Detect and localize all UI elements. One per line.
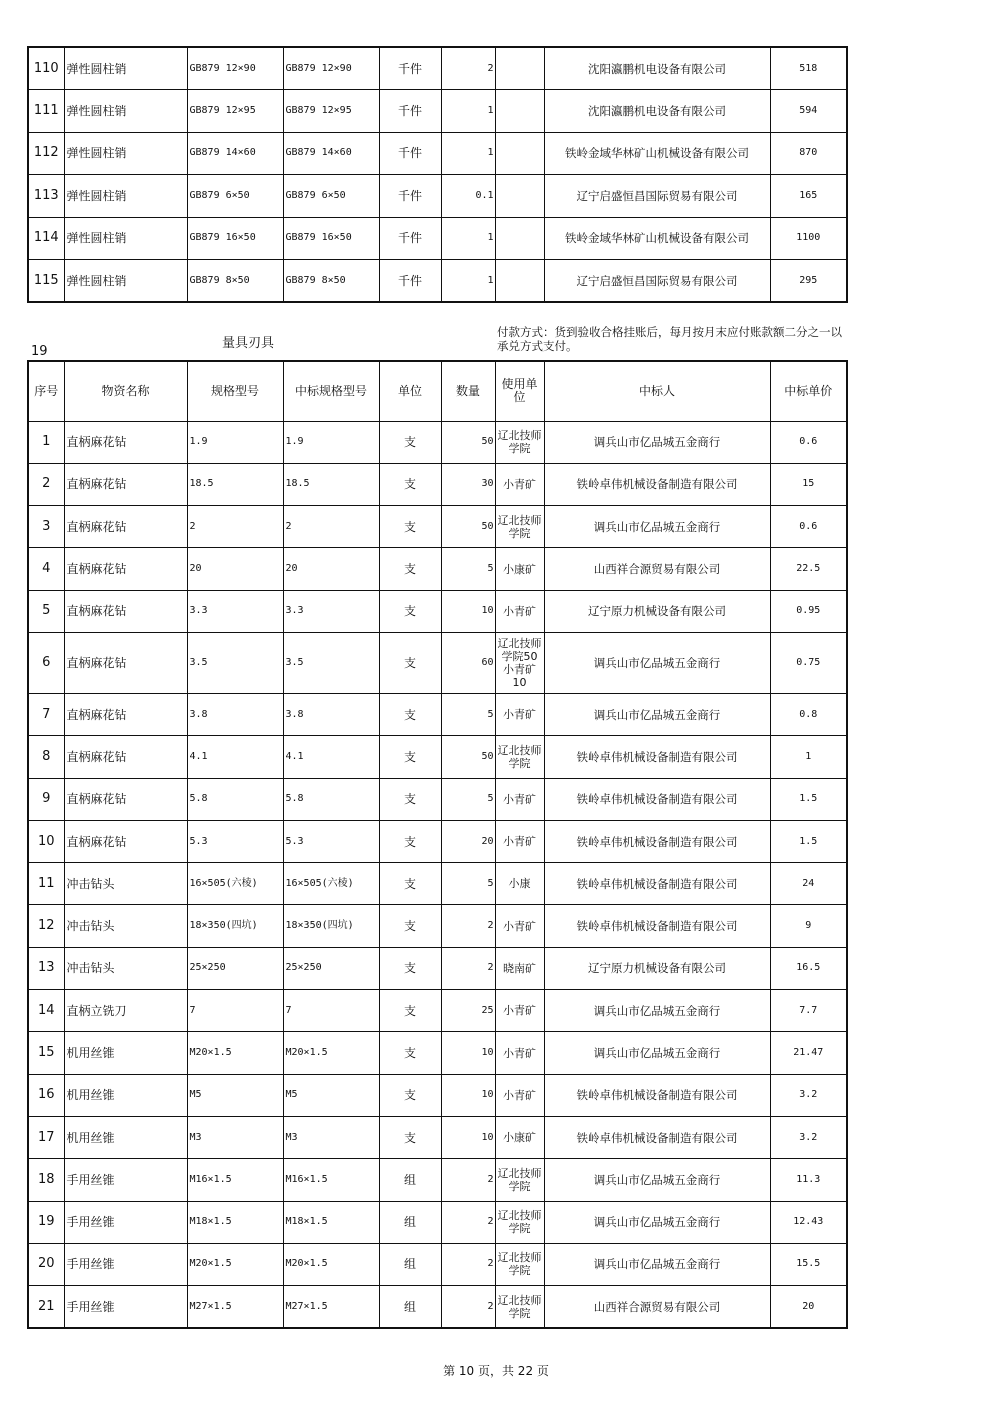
cell-winner: 铁岭卓伟机械设备制造有限公司 bbox=[544, 778, 770, 820]
cell-no: 16 bbox=[28, 1074, 64, 1116]
cell-bid-spec: GB879 8×50 bbox=[283, 260, 379, 303]
cell-no: 13 bbox=[28, 947, 64, 989]
cell-user: 辽北技师学院 bbox=[495, 1201, 544, 1243]
table-row bbox=[28, 1243, 847, 1285]
cell-price: 15 bbox=[770, 463, 847, 505]
page-number-footer: 第 10 页，共 22 页 bbox=[443, 1364, 549, 1378]
cell-winner: 山西祥合源贸易有限公司 bbox=[544, 548, 770, 590]
cell-qty: 5 bbox=[441, 548, 495, 590]
cell-name: 弹性圆柱销 bbox=[64, 90, 187, 133]
cell-no: 12 bbox=[28, 905, 64, 947]
cell-winner: 铁岭卓伟机械设备制造有限公司 bbox=[544, 736, 770, 778]
cell-name: 冲击钻头 bbox=[64, 905, 187, 947]
cell-unit: 支 bbox=[379, 820, 441, 862]
cell-user bbox=[495, 132, 544, 175]
cell-unit: 千件 bbox=[379, 47, 441, 90]
cell-user: 辽北技师学院 bbox=[495, 1243, 544, 1285]
cell-unit: 支 bbox=[379, 463, 441, 505]
cell-spec: 3.5 bbox=[187, 632, 283, 693]
cell-name: 弹性圆柱销 bbox=[64, 260, 187, 303]
cell-spec: M20×1.5 bbox=[187, 1243, 283, 1285]
cell-bid-spec: 5.8 bbox=[283, 778, 379, 820]
cell-bid-spec: 16×505(六棱) bbox=[283, 863, 379, 905]
cell-winner: 调兵山市亿品城五金商行 bbox=[544, 506, 770, 548]
tools-table-body bbox=[28, 421, 847, 1328]
cell-user: 小青矿 bbox=[495, 1074, 544, 1116]
cell-no: 11 bbox=[28, 863, 64, 905]
table-row bbox=[28, 90, 847, 133]
table-row bbox=[28, 905, 847, 947]
cell-qty: 10 bbox=[441, 1074, 495, 1116]
cell-bid-spec: M27×1.5 bbox=[283, 1286, 379, 1328]
cell-name: 冲击钻头 bbox=[64, 947, 187, 989]
table-row bbox=[28, 590, 847, 632]
cell-user: 小青矿 bbox=[495, 693, 544, 735]
cell-unit: 千件 bbox=[379, 260, 441, 303]
cell-unit: 千件 bbox=[379, 132, 441, 175]
cell-user: 辽北技师学院50小青矿10 bbox=[495, 632, 544, 693]
cell-spec: M5 bbox=[187, 1074, 283, 1116]
cell-qty: 25 bbox=[441, 990, 495, 1032]
cell-price: 1 bbox=[770, 736, 847, 778]
cell-winner: 辽宁原力机械设备有限公司 bbox=[544, 590, 770, 632]
table-row bbox=[28, 1032, 847, 1074]
cell-unit: 支 bbox=[379, 506, 441, 548]
cell-user: 小青矿 bbox=[495, 990, 544, 1032]
payment-terms-note: 付款方式：货到验收合格挂账后，每月按月末应付账款额二分之一以承兑方式支付。 bbox=[497, 325, 842, 353]
cell-no: 20 bbox=[28, 1243, 64, 1285]
table-row bbox=[28, 778, 847, 820]
cell-qty: 2 bbox=[441, 905, 495, 947]
cell-spec: 25×250 bbox=[187, 947, 283, 989]
cell-qty: 5 bbox=[441, 863, 495, 905]
header-price: 中标单价 bbox=[770, 361, 847, 421]
cell-price: 1.5 bbox=[770, 778, 847, 820]
cell-winner: 铁岭卓伟机械设备制造有限公司 bbox=[544, 863, 770, 905]
cell-no: 9 bbox=[28, 778, 64, 820]
cell-bid-spec: 4.1 bbox=[283, 736, 379, 778]
cell-price: 11.3 bbox=[770, 1159, 847, 1201]
cell-price: 12.43 bbox=[770, 1201, 847, 1243]
cell-no: 112 bbox=[28, 132, 64, 175]
cell-spec: M20×1.5 bbox=[187, 1032, 283, 1074]
cell-winner: 辽宁原力机械设备有限公司 bbox=[544, 947, 770, 989]
cell-winner: 调兵山市亿品城五金商行 bbox=[544, 1032, 770, 1074]
cell-no: 5 bbox=[28, 590, 64, 632]
cell-qty: 50 bbox=[441, 421, 495, 463]
tools-table bbox=[27, 360, 848, 1329]
cell-spec: 2 bbox=[187, 506, 283, 548]
cell-unit: 支 bbox=[379, 1074, 441, 1116]
cell-spec: 1.9 bbox=[187, 421, 283, 463]
header-winner: 中标人 bbox=[544, 361, 770, 421]
cell-spec: GB879 12×95 bbox=[187, 90, 283, 133]
table-header-row bbox=[28, 361, 847, 421]
cell-price: 0.95 bbox=[770, 590, 847, 632]
cell-spec: 5.8 bbox=[187, 778, 283, 820]
cell-winner: 调兵山市亿品城五金商行 bbox=[544, 632, 770, 693]
cell-unit: 支 bbox=[379, 1116, 441, 1158]
cell-spec: M27×1.5 bbox=[187, 1286, 283, 1328]
cell-bid-spec: M16×1.5 bbox=[283, 1159, 379, 1201]
cell-price: 15.5 bbox=[770, 1243, 847, 1285]
cell-unit: 支 bbox=[379, 1032, 441, 1074]
cell-spec: 18.5 bbox=[187, 463, 283, 505]
cell-user bbox=[495, 217, 544, 260]
cell-qty: 2 bbox=[441, 1243, 495, 1285]
table-row bbox=[28, 175, 847, 218]
cell-unit: 支 bbox=[379, 947, 441, 989]
top-items-table bbox=[27, 46, 848, 303]
cell-qty: 1 bbox=[441, 260, 495, 303]
cell-user: 辽北技师学院 bbox=[495, 1159, 544, 1201]
cell-spec: 3.8 bbox=[187, 693, 283, 735]
cell-bid-spec: M5 bbox=[283, 1074, 379, 1116]
table-row bbox=[28, 1201, 847, 1243]
cell-name: 弹性圆柱销 bbox=[64, 175, 187, 218]
table-row bbox=[28, 736, 847, 778]
cell-qty: 2 bbox=[441, 1159, 495, 1201]
cell-no: 6 bbox=[28, 632, 64, 693]
cell-unit: 组 bbox=[379, 1286, 441, 1328]
cell-unit: 支 bbox=[379, 778, 441, 820]
cell-name: 手用丝锥 bbox=[64, 1159, 187, 1201]
cell-price: 594 bbox=[770, 90, 847, 133]
cell-price: 20 bbox=[770, 1286, 847, 1328]
cell-name: 直柄麻花钻 bbox=[64, 736, 187, 778]
cell-qty: 30 bbox=[441, 463, 495, 505]
cell-no: 2 bbox=[28, 463, 64, 505]
cell-name: 直柄麻花钻 bbox=[64, 693, 187, 735]
cell-bid-spec: M3 bbox=[283, 1116, 379, 1158]
cell-winner: 调兵山市亿品城五金商行 bbox=[544, 693, 770, 735]
cell-name: 直柄麻花钻 bbox=[64, 778, 187, 820]
cell-name: 手用丝锥 bbox=[64, 1286, 187, 1328]
cell-unit: 支 bbox=[379, 863, 441, 905]
cell-winner: 铁岭卓伟机械设备制造有限公司 bbox=[544, 905, 770, 947]
cell-no: 21 bbox=[28, 1286, 64, 1328]
cell-qty: 0.1 bbox=[441, 175, 495, 218]
cell-name: 直柄立铣刀 bbox=[64, 990, 187, 1032]
cell-qty: 1 bbox=[441, 90, 495, 133]
cell-qty: 10 bbox=[441, 590, 495, 632]
cell-name: 直柄麻花钻 bbox=[64, 632, 187, 693]
section-title: 量具刃具 bbox=[222, 336, 275, 351]
cell-spec: 20 bbox=[187, 548, 283, 590]
cell-name: 直柄麻花钻 bbox=[64, 506, 187, 548]
cell-spec: GB879 6×50 bbox=[187, 175, 283, 218]
section-number: 19 bbox=[31, 344, 48, 359]
cell-qty: 10 bbox=[441, 1116, 495, 1158]
cell-name: 手用丝锥 bbox=[64, 1201, 187, 1243]
table-row bbox=[28, 506, 847, 548]
cell-no: 19 bbox=[28, 1201, 64, 1243]
cell-winner: 沈阳瀛鹏机电设备有限公司 bbox=[544, 47, 770, 90]
header-qty: 数量 bbox=[441, 361, 495, 421]
cell-user: 晓南矿 bbox=[495, 947, 544, 989]
cell-no: 17 bbox=[28, 1116, 64, 1158]
table-row bbox=[28, 260, 847, 303]
cell-price: 0.6 bbox=[770, 421, 847, 463]
cell-qty: 2 bbox=[441, 1201, 495, 1243]
cell-price: 0.8 bbox=[770, 693, 847, 735]
cell-price: 165 bbox=[770, 175, 847, 218]
cell-spec: 18×350(四坑) bbox=[187, 905, 283, 947]
cell-price: 24 bbox=[770, 863, 847, 905]
cell-user: 小青矿 bbox=[495, 590, 544, 632]
cell-no: 3 bbox=[28, 506, 64, 548]
cell-spec: M18×1.5 bbox=[187, 1201, 283, 1243]
cell-no: 10 bbox=[28, 820, 64, 862]
cell-winner: 调兵山市亿品城五金商行 bbox=[544, 990, 770, 1032]
cell-user: 小青矿 bbox=[495, 820, 544, 862]
cell-winner: 铁岭卓伟机械设备制造有限公司 bbox=[544, 820, 770, 862]
table-row bbox=[28, 632, 847, 693]
cell-user bbox=[495, 90, 544, 133]
cell-bid-spec: 20 bbox=[283, 548, 379, 590]
cell-unit: 支 bbox=[379, 693, 441, 735]
cell-spec: 3.3 bbox=[187, 590, 283, 632]
cell-bid-spec: GB879 12×95 bbox=[283, 90, 379, 133]
cell-winner: 调兵山市亿品城五金商行 bbox=[544, 421, 770, 463]
cell-price: 16.5 bbox=[770, 947, 847, 989]
cell-user: 辽北技师学院 bbox=[495, 421, 544, 463]
cell-no: 115 bbox=[28, 260, 64, 303]
cell-bid-spec: GB879 14×60 bbox=[283, 132, 379, 175]
table-row bbox=[28, 47, 847, 90]
cell-no: 7 bbox=[28, 693, 64, 735]
cell-user: 辽北技师学院 bbox=[495, 736, 544, 778]
cell-price: 9 bbox=[770, 905, 847, 947]
cell-spec: 7 bbox=[187, 990, 283, 1032]
cell-price: 0.75 bbox=[770, 632, 847, 693]
cell-no: 111 bbox=[28, 90, 64, 133]
cell-no: 18 bbox=[28, 1159, 64, 1201]
cell-qty: 2 bbox=[441, 947, 495, 989]
cell-user: 小青矿 bbox=[495, 905, 544, 947]
cell-price: 518 bbox=[770, 47, 847, 90]
cell-name: 机用丝锥 bbox=[64, 1032, 187, 1074]
cell-price: 1100 bbox=[770, 217, 847, 260]
cell-price: 0.6 bbox=[770, 506, 847, 548]
cell-unit: 支 bbox=[379, 736, 441, 778]
cell-winner: 辽宁启盛恒昌国际贸易有限公司 bbox=[544, 175, 770, 218]
cell-user: 小康 bbox=[495, 863, 544, 905]
cell-no: 14 bbox=[28, 990, 64, 1032]
cell-qty: 10 bbox=[441, 1032, 495, 1074]
table-row bbox=[28, 132, 847, 175]
header-unit: 单位 bbox=[379, 361, 441, 421]
cell-bid-spec: GB879 16×50 bbox=[283, 217, 379, 260]
cell-name: 直柄麻花钻 bbox=[64, 463, 187, 505]
cell-user: 小康矿 bbox=[495, 548, 544, 590]
cell-price: 870 bbox=[770, 132, 847, 175]
cell-price: 3.2 bbox=[770, 1074, 847, 1116]
cell-no: 15 bbox=[28, 1032, 64, 1074]
cell-qty: 2 bbox=[441, 1286, 495, 1328]
table-row bbox=[28, 990, 847, 1032]
cell-unit: 支 bbox=[379, 548, 441, 590]
header-user: 使用单位 bbox=[495, 361, 544, 421]
cell-bid-spec: M20×1.5 bbox=[283, 1032, 379, 1074]
cell-winner: 铁岭金域华林矿山机械设备有限公司 bbox=[544, 217, 770, 260]
cell-unit: 组 bbox=[379, 1201, 441, 1243]
cell-spec: GB879 16×50 bbox=[187, 217, 283, 260]
cell-name: 直柄麻花钻 bbox=[64, 590, 187, 632]
table-row bbox=[28, 1286, 847, 1328]
table-row bbox=[28, 463, 847, 505]
cell-user: 小青矿 bbox=[495, 1032, 544, 1074]
cell-bid-spec: 2 bbox=[283, 506, 379, 548]
cell-winner: 铁岭金域华林矿山机械设备有限公司 bbox=[544, 132, 770, 175]
cell-user: 小青矿 bbox=[495, 778, 544, 820]
cell-name: 直柄麻花钻 bbox=[64, 548, 187, 590]
cell-qty: 5 bbox=[441, 778, 495, 820]
cell-bid-spec: M20×1.5 bbox=[283, 1243, 379, 1285]
cell-bid-spec: GB879 12×90 bbox=[283, 47, 379, 90]
header-bid-spec: 中标规格型号 bbox=[283, 361, 379, 421]
cell-name: 机用丝锥 bbox=[64, 1074, 187, 1116]
cell-qty: 2 bbox=[441, 47, 495, 90]
cell-name: 直柄麻花钻 bbox=[64, 421, 187, 463]
cell-qty: 1 bbox=[441, 217, 495, 260]
cell-no: 4 bbox=[28, 548, 64, 590]
table-row bbox=[28, 820, 847, 862]
table-row bbox=[28, 1116, 847, 1158]
cell-winner: 铁岭卓伟机械设备制造有限公司 bbox=[544, 463, 770, 505]
table-row bbox=[28, 863, 847, 905]
cell-bid-spec: GB879 6×50 bbox=[283, 175, 379, 218]
cell-bid-spec: 18×350(四坑) bbox=[283, 905, 379, 947]
cell-no: 114 bbox=[28, 217, 64, 260]
cell-winner: 山西祥合源贸易有限公司 bbox=[544, 1286, 770, 1328]
cell-price: 295 bbox=[770, 260, 847, 303]
cell-user: 辽北技师学院 bbox=[495, 506, 544, 548]
cell-spec: M16×1.5 bbox=[187, 1159, 283, 1201]
table-row bbox=[28, 693, 847, 735]
cell-unit: 组 bbox=[379, 1243, 441, 1285]
table-row bbox=[28, 1159, 847, 1201]
table-row bbox=[28, 1074, 847, 1116]
cell-winner: 沈阳瀛鹏机电设备有限公司 bbox=[544, 90, 770, 133]
cell-bid-spec: 18.5 bbox=[283, 463, 379, 505]
cell-spec: GB879 8×50 bbox=[187, 260, 283, 303]
cell-user bbox=[495, 175, 544, 218]
cell-spec: 16×505(六棱) bbox=[187, 863, 283, 905]
cell-bid-spec: 3.8 bbox=[283, 693, 379, 735]
cell-bid-spec: 5.3 bbox=[283, 820, 379, 862]
cell-price: 21.47 bbox=[770, 1032, 847, 1074]
cell-spec: M3 bbox=[187, 1116, 283, 1158]
cell-winner: 铁岭卓伟机械设备制造有限公司 bbox=[544, 1116, 770, 1158]
table-row bbox=[28, 947, 847, 989]
cell-name: 弹性圆柱销 bbox=[64, 47, 187, 90]
cell-unit: 千件 bbox=[379, 175, 441, 218]
cell-winner: 调兵山市亿品城五金商行 bbox=[544, 1201, 770, 1243]
cell-name: 直柄麻花钻 bbox=[64, 820, 187, 862]
cell-no: 110 bbox=[28, 47, 64, 90]
top-items-body bbox=[28, 47, 847, 302]
cell-user bbox=[495, 47, 544, 90]
cell-name: 弹性圆柱销 bbox=[64, 217, 187, 260]
cell-qty: 60 bbox=[441, 632, 495, 693]
cell-user bbox=[495, 260, 544, 303]
cell-spec: GB879 14×60 bbox=[187, 132, 283, 175]
cell-name: 机用丝锥 bbox=[64, 1116, 187, 1158]
cell-name: 手用丝锥 bbox=[64, 1243, 187, 1285]
table-row bbox=[28, 421, 847, 463]
table-row bbox=[28, 217, 847, 260]
cell-price: 22.5 bbox=[770, 548, 847, 590]
cell-bid-spec: 7 bbox=[283, 990, 379, 1032]
cell-bid-spec: 25×250 bbox=[283, 947, 379, 989]
cell-unit: 组 bbox=[379, 1159, 441, 1201]
cell-winner: 调兵山市亿品城五金商行 bbox=[544, 1243, 770, 1285]
cell-qty: 1 bbox=[441, 132, 495, 175]
cell-bid-spec: 3.3 bbox=[283, 590, 379, 632]
header-spec: 规格型号 bbox=[187, 361, 283, 421]
cell-winner: 辽宁启盛恒昌国际贸易有限公司 bbox=[544, 260, 770, 303]
cell-unit: 千件 bbox=[379, 90, 441, 133]
cell-no: 1 bbox=[28, 421, 64, 463]
cell-name: 弹性圆柱销 bbox=[64, 132, 187, 175]
cell-user: 辽北技师学院 bbox=[495, 1286, 544, 1328]
cell-unit: 支 bbox=[379, 421, 441, 463]
cell-unit: 支 bbox=[379, 990, 441, 1032]
cell-user: 小青矿 bbox=[495, 463, 544, 505]
cell-name: 冲击钻头 bbox=[64, 863, 187, 905]
cell-spec: 4.1 bbox=[187, 736, 283, 778]
cell-unit: 支 bbox=[379, 905, 441, 947]
cell-bid-spec: 1.9 bbox=[283, 421, 379, 463]
cell-qty: 5 bbox=[441, 693, 495, 735]
cell-unit: 支 bbox=[379, 632, 441, 693]
cell-bid-spec: 3.5 bbox=[283, 632, 379, 693]
cell-bid-spec: M18×1.5 bbox=[283, 1201, 379, 1243]
cell-price: 1.5 bbox=[770, 820, 847, 862]
cell-no: 113 bbox=[28, 175, 64, 218]
cell-winner: 调兵山市亿品城五金商行 bbox=[544, 1159, 770, 1201]
cell-price: 7.7 bbox=[770, 990, 847, 1032]
cell-user: 小康矿 bbox=[495, 1116, 544, 1158]
cell-unit: 千件 bbox=[379, 217, 441, 260]
cell-qty: 50 bbox=[441, 506, 495, 548]
cell-unit: 支 bbox=[379, 590, 441, 632]
cell-spec: 5.3 bbox=[187, 820, 283, 862]
cell-price: 3.2 bbox=[770, 1116, 847, 1158]
cell-qty: 50 bbox=[441, 736, 495, 778]
header-name: 物资名称 bbox=[64, 361, 187, 421]
cell-winner: 铁岭卓伟机械设备制造有限公司 bbox=[544, 1074, 770, 1116]
cell-spec: GB879 12×90 bbox=[187, 47, 283, 90]
table-row bbox=[28, 548, 847, 590]
header-no: 序号 bbox=[28, 361, 64, 421]
cell-no: 8 bbox=[28, 736, 64, 778]
cell-qty: 20 bbox=[441, 820, 495, 862]
